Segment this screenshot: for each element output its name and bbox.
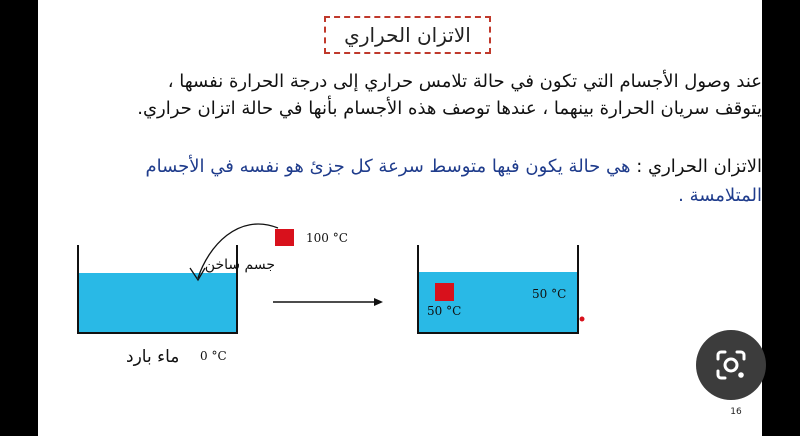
- paragraph-line-2: يتوقف سريان الحرارة بينهما ، عندها توصف هذه الأجسام بأنها في حالة اتزان حراري.: [137, 98, 762, 119]
- cold-water: [79, 273, 236, 332]
- left-black-border: [0, 0, 38, 436]
- definition-text-1: هي حالة يكون فيها متوسط سرعة كل جزئ هو نفسه في الأجسام: [145, 156, 631, 177]
- hot-body-label: جسم ساخن: [204, 257, 275, 273]
- equilibrium-body: [435, 283, 454, 301]
- google-lens-icon: [714, 348, 748, 382]
- hot-body-temp: 100 °C: [306, 231, 348, 245]
- paragraph-line-1: عند وصول الأجسام التي تكون في حالة تلامس حراري إلى درجة الحرارة نفسها ،: [167, 71, 762, 92]
- equilibrium-body-temp: 50 °C: [427, 304, 462, 318]
- equilibrium-water: [419, 272, 577, 332]
- definition: [48, 152, 762, 210]
- definition-term: الاتزان الحراري :: [630, 156, 762, 177]
- explanation-paragraph: [48, 68, 762, 122]
- red-dot: [580, 317, 585, 322]
- right-black-border: [762, 0, 800, 436]
- page-number: 16: [730, 407, 742, 417]
- hot-body: [275, 229, 294, 246]
- google-lens-button[interactable]: [696, 330, 766, 400]
- cold-water-temp: 0 °C: [200, 349, 227, 363]
- slide-title: [324, 16, 491, 54]
- definition-line-1: [48, 152, 762, 181]
- equilibrium-water-temp: 50 °C: [532, 287, 567, 301]
- process-arrow-head: [374, 298, 383, 306]
- definition-text-2: المتلامسة .: [678, 185, 762, 206]
- thermal-equilibrium-diagram: [38, 212, 762, 436]
- cold-water-label: ماء بارد: [126, 347, 180, 367]
- slide-title-text: الاتزان الحراري: [344, 23, 471, 47]
- slide: [38, 0, 762, 436]
